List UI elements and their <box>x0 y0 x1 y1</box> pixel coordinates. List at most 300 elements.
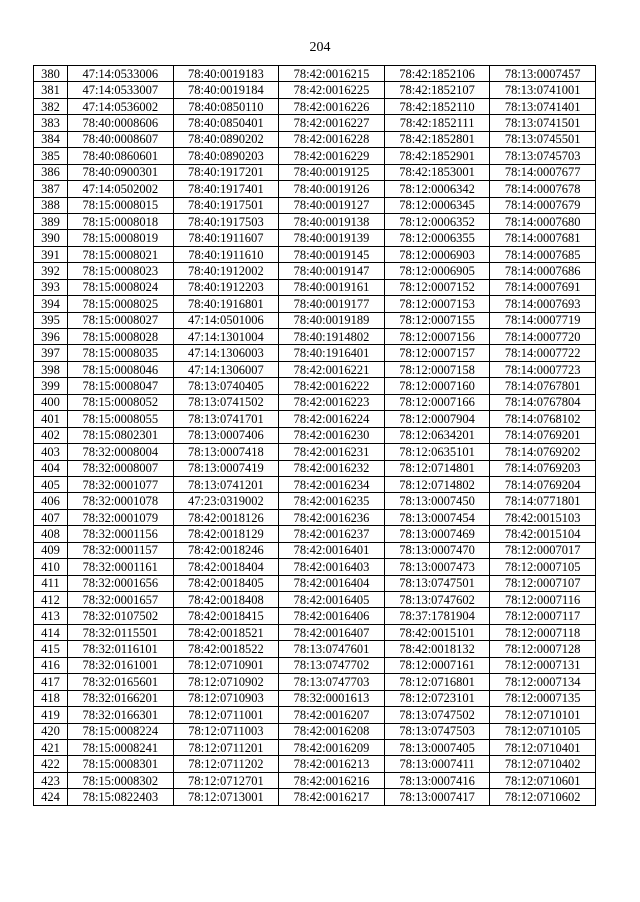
cadastral-number-cell: 78:14:0007723 <box>490 361 596 377</box>
cadastral-number-cell: 78:42:0016404 <box>279 575 385 591</box>
cadastral-number-cell: 78:13:0007450 <box>384 493 490 509</box>
row-number-cell: 399 <box>34 378 68 394</box>
cadastral-number-cell: 78:12:0710105 <box>490 723 596 739</box>
row-number-cell: 395 <box>34 312 68 328</box>
cadastral-number-cell: 78:12:0007160 <box>384 378 490 394</box>
cadastral-number-cell: 78:40:0019125 <box>279 164 385 180</box>
cadastral-number-cell: 78:42:1852110 <box>384 98 490 114</box>
table-row <box>34 246 596 262</box>
cadastral-number-cell: 78:12:0711201 <box>173 739 279 755</box>
cadastral-number-cell: 78:13:0741401 <box>490 98 596 114</box>
table-row <box>34 509 596 525</box>
cadastral-number-cell: 78:13:0007405 <box>384 739 490 755</box>
cadastral-number-cell: 78:40:1917501 <box>173 197 279 213</box>
cadastral-number-cell: 78:13:0740405 <box>173 378 279 394</box>
cadastral-number-cell: 78:40:0850401 <box>173 115 279 131</box>
cadastral-number-cell: 78:42:0016217 <box>279 789 385 805</box>
cadastral-number-cell: 78:42:0016224 <box>279 411 385 427</box>
cadastral-number-cell: 78:15:0802301 <box>68 427 174 443</box>
cadastral-number-cell: 78:13:0747502 <box>384 707 490 723</box>
row-number-cell: 420 <box>34 723 68 739</box>
table-row <box>34 345 596 361</box>
cadastral-numbers-table <box>33 65 596 806</box>
cadastral-number-cell: 78:42:0018246 <box>173 542 279 558</box>
cadastral-number-cell: 78:32:0001613 <box>279 690 385 706</box>
cadastral-number-cell: 78:13:0741701 <box>173 411 279 427</box>
row-number-cell: 383 <box>34 115 68 131</box>
cadastral-number-cell: 78:14:0769201 <box>490 427 596 443</box>
table-row <box>34 657 596 673</box>
row-number-cell: 392 <box>34 263 68 279</box>
cadastral-number-cell: 78:32:0001078 <box>68 493 174 509</box>
cadastral-number-cell: 78:40:0019161 <box>279 279 385 295</box>
cadastral-number-cell: 78:42:0016225 <box>279 82 385 98</box>
cadastral-number-cell: 78:42:0018126 <box>173 509 279 525</box>
cadastral-number-cell: 78:42:1852107 <box>384 82 490 98</box>
table-row <box>34 230 596 246</box>
cadastral-number-cell: 78:42:0015104 <box>490 526 596 542</box>
table-row <box>34 575 596 591</box>
cadastral-number-cell: 78:15:0008224 <box>68 723 174 739</box>
cadastral-number-cell: 78:42:0016228 <box>279 131 385 147</box>
cadastral-number-cell: 78:12:0714801 <box>384 460 490 476</box>
cadastral-number-cell: 78:12:0712701 <box>173 772 279 788</box>
cadastral-number-cell: 78:40:0019126 <box>279 181 385 197</box>
cadastral-number-cell: 78:40:0019183 <box>173 66 279 82</box>
cadastral-number-cell: 78:42:0018415 <box>173 608 279 624</box>
cadastral-number-cell: 78:13:0007416 <box>384 772 490 788</box>
cadastral-number-cell: 78:42:0016213 <box>279 756 385 772</box>
cadastral-number-cell: 78:12:0711202 <box>173 756 279 772</box>
cadastral-number-cell: 78:42:0016215 <box>279 66 385 82</box>
cadastral-number-cell: 78:15:0822403 <box>68 789 174 805</box>
cadastral-number-cell: 78:15:0008241 <box>68 739 174 755</box>
cadastral-number-cell: 78:32:0107502 <box>68 608 174 624</box>
row-number-cell: 405 <box>34 476 68 492</box>
row-number-cell: 418 <box>34 690 68 706</box>
cadastral-number-cell: 78:40:1917503 <box>173 213 279 229</box>
cadastral-number-cell: 78:42:0016403 <box>279 559 385 575</box>
table-row <box>34 82 596 98</box>
cadastral-number-cell: 78:12:0007166 <box>384 394 490 410</box>
cadastral-number-cell: 78:12:0007904 <box>384 411 490 427</box>
cadastral-number-cell: 78:12:0635101 <box>384 444 490 460</box>
cadastral-number-cell: 78:40:1914802 <box>279 329 385 345</box>
cadastral-number-cell: 78:42:0015101 <box>384 624 490 640</box>
cadastral-number-cell: 78:42:0018522 <box>173 641 279 657</box>
cadastral-number-cell: 78:40:0900301 <box>68 164 174 180</box>
table-row <box>34 608 596 624</box>
table-row <box>34 378 596 394</box>
table-row <box>34 197 596 213</box>
row-number-cell: 390 <box>34 230 68 246</box>
cadastral-number-cell: 78:12:0007156 <box>384 329 490 345</box>
table-row <box>34 98 596 114</box>
cadastral-number-cell: 47:14:1306003 <box>173 345 279 361</box>
row-number-cell: 408 <box>34 526 68 542</box>
cadastral-number-cell: 78:12:0007157 <box>384 345 490 361</box>
table-row <box>34 641 596 657</box>
row-number-cell: 406 <box>34 493 68 509</box>
cadastral-number-cell: 47:14:1306007 <box>173 361 279 377</box>
cadastral-number-cell: 78:12:0710101 <box>490 707 596 723</box>
cadastral-number-cell: 78:40:0019139 <box>279 230 385 246</box>
row-number-cell: 387 <box>34 181 68 197</box>
table-row <box>34 148 596 164</box>
table-row <box>34 559 596 575</box>
cadastral-number-cell: 78:12:0710902 <box>173 674 279 690</box>
cadastral-number-cell: 78:14:0767801 <box>490 378 596 394</box>
cadastral-number-cell: 78:42:1852801 <box>384 131 490 147</box>
cadastral-number-cell: 78:42:0016231 <box>279 444 385 460</box>
table-row <box>34 181 596 197</box>
cadastral-number-cell: 78:42:0018405 <box>173 575 279 591</box>
cadastral-number-cell: 78:40:0019127 <box>279 197 385 213</box>
cadastral-number-cell: 78:12:0007116 <box>490 592 596 608</box>
cadastral-number-cell: 78:12:0723101 <box>384 690 490 706</box>
cadastral-number-cell: 78:32:0166201 <box>68 690 174 706</box>
cadastral-number-cell: 78:15:0008023 <box>68 263 174 279</box>
cadastral-number-cell: 78:13:0007457 <box>490 66 596 82</box>
row-number-cell: 381 <box>34 82 68 98</box>
row-number-cell: 397 <box>34 345 68 361</box>
row-number-cell: 388 <box>34 197 68 213</box>
cadastral-number-cell: 78:40:1912203 <box>173 279 279 295</box>
cadastral-number-cell: 78:13:0745703 <box>490 148 596 164</box>
cadastral-number-cell: 78:12:0007153 <box>384 296 490 312</box>
cadastral-number-cell: 78:40:0019147 <box>279 263 385 279</box>
table-row <box>34 789 596 805</box>
cadastral-number-cell: 78:32:0165601 <box>68 674 174 690</box>
cadastral-number-cell: 78:15:0008028 <box>68 329 174 345</box>
cadastral-number-cell: 78:42:1852111 <box>384 115 490 131</box>
cadastral-number-cell: 78:32:0008004 <box>68 444 174 460</box>
table-row <box>34 164 596 180</box>
row-number-cell: 398 <box>34 361 68 377</box>
cadastral-number-cell: 78:42:1852106 <box>384 66 490 82</box>
cadastral-number-cell: 78:40:1911607 <box>173 230 279 246</box>
row-number-cell: 421 <box>34 739 68 755</box>
table-row <box>34 476 596 492</box>
table-row <box>34 312 596 328</box>
cadastral-number-cell: 78:40:1916801 <box>173 296 279 312</box>
cadastral-number-cell: 78:32:0001157 <box>68 542 174 558</box>
cadastral-number-cell: 78:32:0166301 <box>68 707 174 723</box>
cadastral-number-cell: 78:32:0001657 <box>68 592 174 608</box>
cadastral-number-cell: 78:13:0745501 <box>490 131 596 147</box>
cadastral-number-cell: 78:13:0747503 <box>384 723 490 739</box>
cadastral-number-cell: 78:32:0001656 <box>68 575 174 591</box>
cadastral-number-cell: 47:14:1301004 <box>173 329 279 345</box>
row-number-cell: 412 <box>34 592 68 608</box>
cadastral-number-cell: 78:14:0007719 <box>490 312 596 328</box>
cadastral-number-cell: 78:14:0007678 <box>490 181 596 197</box>
cadastral-number-cell: 78:12:0713001 <box>173 789 279 805</box>
row-number-cell: 393 <box>34 279 68 295</box>
cadastral-number-cell: 78:13:0741501 <box>490 115 596 131</box>
cadastral-number-cell: 78:15:0008018 <box>68 213 174 229</box>
table-row <box>34 411 596 427</box>
cadastral-number-cell: 78:12:0007105 <box>490 559 596 575</box>
cadastral-number-cell: 78:13:0007469 <box>384 526 490 542</box>
cadastral-number-cell: 78:13:0007406 <box>173 427 279 443</box>
cadastral-number-cell: 78:42:0016207 <box>279 707 385 723</box>
table-row <box>34 674 596 690</box>
cadastral-number-cell: 78:42:1853001 <box>384 164 490 180</box>
cadastral-number-cell: 78:12:0007158 <box>384 361 490 377</box>
cadastral-number-cell: 47:14:0536002 <box>68 98 174 114</box>
cadastral-number-cell: 78:32:0001077 <box>68 476 174 492</box>
cadastral-number-cell: 78:42:0015103 <box>490 509 596 525</box>
table-row <box>34 115 596 131</box>
cadastral-number-cell: 47:14:0502002 <box>68 181 174 197</box>
cadastral-number-cell: 78:40:1912002 <box>173 263 279 279</box>
cadastral-number-cell: 78:42:1852901 <box>384 148 490 164</box>
cadastral-number-cell: 78:42:0016221 <box>279 361 385 377</box>
cadastral-number-cell: 78:12:0007128 <box>490 641 596 657</box>
table-row <box>34 263 596 279</box>
cadastral-number-cell: 78:12:0710402 <box>490 756 596 772</box>
cadastral-number-cell: 78:42:0018521 <box>173 624 279 640</box>
table-row <box>34 739 596 755</box>
cadastral-number-cell: 78:40:1917401 <box>173 181 279 197</box>
table-row <box>34 460 596 476</box>
cadastral-number-cell: 78:42:0016227 <box>279 115 385 131</box>
cadastral-number-cell: 78:12:0007017 <box>490 542 596 558</box>
row-number-cell: 423 <box>34 772 68 788</box>
row-number-cell: 416 <box>34 657 68 673</box>
cadastral-number-cell: 78:15:0008035 <box>68 345 174 361</box>
cadastral-number-cell: 78:40:0019177 <box>279 296 385 312</box>
cadastral-number-cell: 78:42:0016222 <box>279 378 385 394</box>
table-row <box>34 592 596 608</box>
table-row <box>34 427 596 443</box>
table-row <box>34 690 596 706</box>
cadastral-number-cell: 78:42:0016230 <box>279 427 385 443</box>
cadastral-number-cell: 78:13:0747601 <box>279 641 385 657</box>
table-body <box>34 66 596 806</box>
cadastral-number-cell: 78:42:0016229 <box>279 148 385 164</box>
cadastral-number-cell: 78:42:0016234 <box>279 476 385 492</box>
cadastral-number-cell: 78:42:0016405 <box>279 592 385 608</box>
cadastral-number-cell: 78:12:0007118 <box>490 624 596 640</box>
cadastral-number-cell: 78:42:0016406 <box>279 608 385 624</box>
cadastral-number-cell: 78:13:0741502 <box>173 394 279 410</box>
table-row <box>34 542 596 558</box>
cadastral-number-cell: 78:40:0019189 <box>279 312 385 328</box>
row-number-cell: 422 <box>34 756 68 772</box>
table-row <box>34 624 596 640</box>
row-number-cell: 384 <box>34 131 68 147</box>
cadastral-number-cell: 47:14:0501006 <box>173 312 279 328</box>
cadastral-number-cell: 78:14:0007691 <box>490 279 596 295</box>
cadastral-number-cell: 78:32:0008007 <box>68 460 174 476</box>
cadastral-number-cell: 78:40:1917201 <box>173 164 279 180</box>
cadastral-number-cell: 78:14:0007679 <box>490 197 596 213</box>
cadastral-number-cell: 78:14:0007722 <box>490 345 596 361</box>
row-number-cell: 394 <box>34 296 68 312</box>
table-row <box>34 444 596 460</box>
cadastral-number-cell: 78:12:0716801 <box>384 674 490 690</box>
cadastral-number-cell: 78:42:0016235 <box>279 493 385 509</box>
cadastral-number-cell: 78:13:0747703 <box>279 674 385 690</box>
cadastral-number-cell: 78:42:0016232 <box>279 460 385 476</box>
table-row <box>34 772 596 788</box>
cadastral-number-cell: 78:42:0018132 <box>384 641 490 657</box>
cadastral-number-cell: 78:14:0768102 <box>490 411 596 427</box>
cadastral-number-cell: 78:12:0710601 <box>490 772 596 788</box>
cadastral-number-cell: 78:12:0006905 <box>384 263 490 279</box>
cadastral-number-cell: 78:13:0007411 <box>384 756 490 772</box>
cadastral-number-cell: 78:15:0008302 <box>68 772 174 788</box>
cadastral-number-cell: 78:40:0019184 <box>173 82 279 98</box>
cadastral-number-cell: 78:37:1781904 <box>384 608 490 624</box>
cadastral-number-cell: 78:40:0019138 <box>279 213 385 229</box>
cadastral-number-cell: 78:42:0016401 <box>279 542 385 558</box>
row-number-cell: 409 <box>34 542 68 558</box>
cadastral-number-cell: 78:14:0007685 <box>490 246 596 262</box>
cadastral-number-cell: 78:13:0747501 <box>384 575 490 591</box>
cadastral-number-cell: 78:14:0007720 <box>490 329 596 345</box>
cadastral-number-cell: 78:32:0161001 <box>68 657 174 673</box>
cadastral-number-cell: 78:32:0116101 <box>68 641 174 657</box>
cadastral-number-cell: 78:13:0007417 <box>384 789 490 805</box>
cadastral-number-cell: 78:12:0006342 <box>384 181 490 197</box>
cadastral-number-cell: 78:14:0007693 <box>490 296 596 312</box>
row-number-cell: 424 <box>34 789 68 805</box>
cadastral-number-cell: 78:42:0016223 <box>279 394 385 410</box>
table-row <box>34 66 596 82</box>
cadastral-number-cell: 78:12:0007134 <box>490 674 596 690</box>
cadastral-number-cell: 78:14:0767804 <box>490 394 596 410</box>
cadastral-number-cell: 78:40:0008606 <box>68 115 174 131</box>
cadastral-number-cell: 78:13:0007473 <box>384 559 490 575</box>
row-number-cell: 391 <box>34 246 68 262</box>
cadastral-number-cell: 78:12:0710401 <box>490 739 596 755</box>
cadastral-number-cell: 78:42:0016237 <box>279 526 385 542</box>
row-number-cell: 402 <box>34 427 68 443</box>
cadastral-number-cell: 78:40:0008607 <box>68 131 174 147</box>
cadastral-number-cell: 78:14:0769204 <box>490 476 596 492</box>
cadastral-number-cell: 78:42:0016209 <box>279 739 385 755</box>
row-number-cell: 396 <box>34 329 68 345</box>
cadastral-number-cell: 78:15:0008027 <box>68 312 174 328</box>
table-row <box>34 296 596 312</box>
cadastral-number-cell: 78:32:0115501 <box>68 624 174 640</box>
row-number-cell: 419 <box>34 707 68 723</box>
cadastral-number-cell: 78:40:0850110 <box>173 98 279 114</box>
cadastral-number-cell: 78:32:0001156 <box>68 526 174 542</box>
table-row <box>34 213 596 229</box>
cadastral-number-cell: 78:14:0007686 <box>490 263 596 279</box>
cadastral-number-cell: 78:42:0018408 <box>173 592 279 608</box>
row-number-cell: 401 <box>34 411 68 427</box>
row-number-cell: 400 <box>34 394 68 410</box>
cadastral-number-cell: 78:14:0007681 <box>490 230 596 246</box>
cadastral-number-cell: 78:12:0007107 <box>490 575 596 591</box>
cadastral-number-cell: 78:15:0008024 <box>68 279 174 295</box>
cadastral-number-cell: 78:40:1911610 <box>173 246 279 262</box>
cadastral-number-cell: 78:14:0771801 <box>490 493 596 509</box>
cadastral-number-cell: 78:12:0634201 <box>384 427 490 443</box>
cadastral-number-cell: 78:13:0007470 <box>384 542 490 558</box>
row-number-cell: 415 <box>34 641 68 657</box>
cadastral-number-cell: 78:15:0008046 <box>68 361 174 377</box>
cadastral-number-cell: 78:40:0890202 <box>173 131 279 147</box>
table-row <box>34 131 596 147</box>
row-number-cell: 404 <box>34 460 68 476</box>
cadastral-number-cell: 78:13:0747702 <box>279 657 385 673</box>
row-number-cell: 407 <box>34 509 68 525</box>
cadastral-number-cell: 78:42:0018404 <box>173 559 279 575</box>
row-number-cell: 386 <box>34 164 68 180</box>
cadastral-number-cell: 78:42:0016208 <box>279 723 385 739</box>
row-number-cell: 385 <box>34 148 68 164</box>
cadastral-number-cell: 78:15:0008047 <box>68 378 174 394</box>
cadastral-number-cell: 47:14:0533007 <box>68 82 174 98</box>
cadastral-number-cell: 78:12:0711001 <box>173 707 279 723</box>
cadastral-number-cell: 78:12:0714802 <box>384 476 490 492</box>
cadastral-number-cell: 78:14:0007677 <box>490 164 596 180</box>
cadastral-number-cell: 78:13:0747602 <box>384 592 490 608</box>
row-number-cell: 411 <box>34 575 68 591</box>
cadastral-number-cell: 78:15:0008025 <box>68 296 174 312</box>
cadastral-number-cell: 78:13:0007419 <box>173 460 279 476</box>
cadastral-number-cell: 78:12:0710903 <box>173 690 279 706</box>
cadastral-number-cell: 78:42:0016236 <box>279 509 385 525</box>
row-number-cell: 413 <box>34 608 68 624</box>
cadastral-number-cell: 47:23:0319002 <box>173 493 279 509</box>
table-row <box>34 279 596 295</box>
cadastral-number-cell: 78:15:0008055 <box>68 411 174 427</box>
cadastral-number-cell: 78:15:0008052 <box>68 394 174 410</box>
cadastral-number-cell: 78:12:0007161 <box>384 657 490 673</box>
cadastral-number-cell: 78:42:0018129 <box>173 526 279 542</box>
row-number-cell: 389 <box>34 213 68 229</box>
cadastral-number-cell: 78:15:0008019 <box>68 230 174 246</box>
table-row <box>34 756 596 772</box>
row-number-cell: 382 <box>34 98 68 114</box>
cadastral-number-cell: 78:13:0007418 <box>173 444 279 460</box>
cadastral-number-cell: 78:14:0769202 <box>490 444 596 460</box>
cadastral-number-cell: 78:40:0860601 <box>68 148 174 164</box>
cadastral-number-cell: 78:12:0006352 <box>384 213 490 229</box>
cadastral-number-cell: 78:15:0008015 <box>68 197 174 213</box>
cadastral-number-cell: 78:42:0016216 <box>279 772 385 788</box>
table-row <box>34 526 596 542</box>
table-row <box>34 361 596 377</box>
cadastral-number-cell: 78:12:0007135 <box>490 690 596 706</box>
cadastral-number-cell: 78:40:1916401 <box>279 345 385 361</box>
cadastral-number-cell: 78:40:0890203 <box>173 148 279 164</box>
cadastral-number-cell: 78:14:0769203 <box>490 460 596 476</box>
table-row <box>34 493 596 509</box>
cadastral-number-cell: 78:12:0007155 <box>384 312 490 328</box>
cadastral-number-cell: 78:12:0710901 <box>173 657 279 673</box>
row-number-cell: 410 <box>34 559 68 575</box>
table-row <box>34 707 596 723</box>
cadastral-number-cell: 78:42:0016407 <box>279 624 385 640</box>
cadastral-number-cell: 78:13:0007454 <box>384 509 490 525</box>
cadastral-number-cell: 78:12:0007117 <box>490 608 596 624</box>
cadastral-number-cell: 78:42:0016226 <box>279 98 385 114</box>
row-number-cell: 414 <box>34 624 68 640</box>
table-row <box>34 723 596 739</box>
cadastral-number-cell: 78:12:0711003 <box>173 723 279 739</box>
cadastral-number-cell: 78:13:0741001 <box>490 82 596 98</box>
row-number-cell: 380 <box>34 66 68 82</box>
cadastral-number-cell: 78:32:0001161 <box>68 559 174 575</box>
